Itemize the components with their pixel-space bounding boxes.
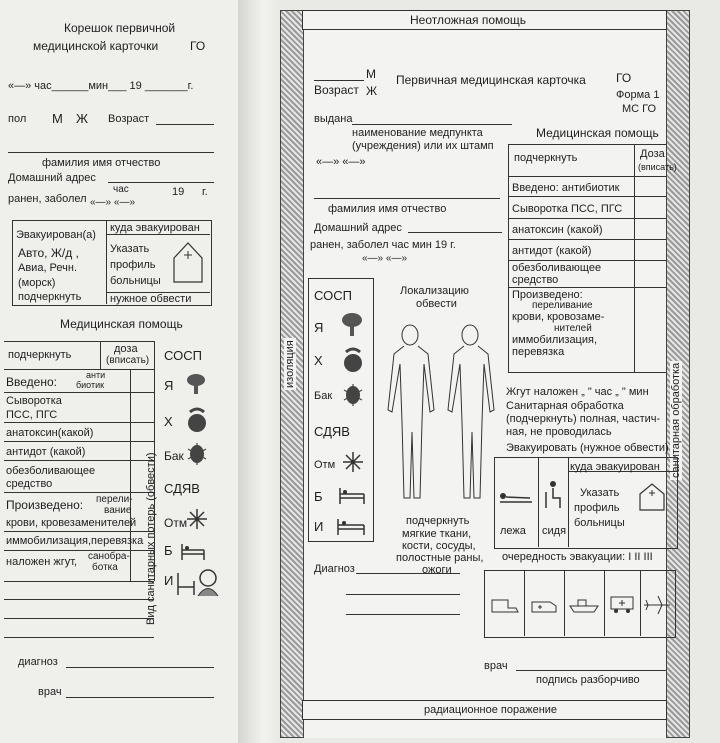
page-gutter [238,0,280,743]
stub-antibiotic1[interactable]: анти [86,370,106,380]
stub-doctor-field[interactable] [66,697,214,698]
card-wounded-dates: «—» «—» [362,253,408,264]
card-anatoxin[interactable]: анатоксин (какой) [512,224,603,236]
card-dose1: Доза [640,148,665,160]
card-dose2: (вписать) [638,162,677,172]
stub-doctor-label: врач [38,686,62,698]
card-soft2[interactable]: кости, сосуды, [402,540,476,552]
stub-immob[interactable]: иммобилизация,перевязка [6,535,144,547]
sanitation-band-label: санитарная обработка [670,362,682,478]
stub-age-label: Возраст [108,113,150,125]
card-soft4[interactable]: ожоги [422,564,452,576]
card-cat-bak[interactable]: Бак [314,390,333,402]
card-localization2: обвести [416,298,457,310]
card-soft1[interactable]: мягкие ткани, [402,528,472,540]
card-lying[interactable]: лежа [500,525,526,537]
card-soc[interactable]: СОСП [314,288,352,303]
mushroom-cloud-icon [184,372,208,396]
card-form2: МС ГО [622,103,657,115]
stub-title-line2: медицинской карточки [33,39,159,53]
card-serum[interactable]: Сыворотка ПСС, ПГС [512,203,623,215]
card-f[interactable]: Ж [366,84,378,98]
stub-cat-sdyav[interactable]: СДЯВ [164,481,200,496]
stub-specify3: больницы [110,275,161,287]
stub-cat-otm[interactable]: Отм [164,516,188,530]
stub-wounded-hour: час [113,184,129,195]
card-title: Первичная медицинская карточка [396,73,586,87]
stub-dose1: доза [114,343,138,355]
card-evacuate: Эвакуировать (нужное обвести) [506,442,669,454]
card-tourniquet[interactable]: Жгут наложен „ " час „ " мин [506,386,649,398]
stub-specify2: профиль [110,259,156,271]
card-diagnosis-field[interactable] [356,573,460,574]
hospital-house-icon [172,240,204,284]
stub-wounded-label: ранен, заболел [8,193,87,205]
card-isolation-bed-icon [336,515,366,537]
card-hospital-house-icon [638,482,666,512]
chemical-agent-icon [186,406,208,434]
card-go: ГО [616,71,632,85]
stub-diag-label: диагноз [18,656,58,668]
stub-go: ГО [190,39,206,53]
stub-underline: подчеркнуть [8,349,72,361]
card-transfusion[interactable]: переливание [532,300,593,311]
stub-cat-ya[interactable]: Я [164,378,174,393]
stub-evac-label: Эвакуирован(а) [16,229,96,241]
card-mushroom-cloud-icon [340,312,364,338]
card-issued: выдана [314,113,353,125]
hospital-bed-icon [180,540,206,562]
card-doctor: врач [484,660,508,672]
isolation-band-label: изоляция [284,340,296,388]
card-sitting[interactable]: сидя [542,525,567,537]
seated-person-icon[interactable] [542,480,564,510]
stub-wounded-dates: «—» «—» [90,197,136,208]
stub-specify1: Указать [110,243,150,255]
body-front-back-diagram[interactable] [382,322,502,508]
stub-serum1[interactable]: Сыворотка [6,395,62,407]
card-antidote[interactable]: антидот (какой) [512,245,592,257]
card-introduced[interactable]: Введено: антибиотик [512,182,620,194]
card-cat-ya[interactable]: Я [314,320,324,335]
card-specify1: Указать [580,487,620,499]
stub-anatoxin[interactable]: анатоксин(какой) [6,427,94,439]
stub-where-evac: куда эвакуирован [110,222,200,234]
primary-card [280,10,690,738]
card-form1: Форма 1 [616,89,660,101]
truck-icon[interactable] [490,596,520,614]
card-institution2: (учреждения) или их штамп [352,140,494,152]
stub-cat-kh[interactable]: Х [164,414,173,429]
card-address-field[interactable] [408,232,502,233]
stub-sanit2[interactable]: ботка [92,562,118,573]
card-substitutes[interactable]: нителей [554,323,592,334]
card-underline2: подчеркнуть [406,515,470,527]
card-doctor-field[interactable] [516,670,666,671]
stub-antidote[interactable]: антидот (какой) [6,446,86,458]
stub-cat-i[interactable]: И [164,573,174,588]
card-issued-field[interactable] [352,124,512,125]
card-hospital-bed-icon [338,484,366,506]
card-institution1: наименование медпункта [352,127,483,139]
stub-sanit1[interactable]: санобра- [88,551,130,562]
stub-sex-m[interactable]: М [52,111,63,126]
stub-evac-transport1[interactable]: Авто, Ж/д , [18,246,79,260]
card-cat-b[interactable]: Б [314,489,323,504]
rail-car-icon[interactable] [608,594,636,614]
card-cat-otm[interactable]: Отм [314,459,336,471]
stub-fio-field[interactable] [8,152,214,153]
card-bandage[interactable]: перевязка [512,346,565,358]
card-analgesic1[interactable]: обезболивающее [512,262,602,274]
card-specify2: профиль [574,502,620,514]
stub-sex-label: пол [8,113,27,125]
card-dates: «—» «—» [316,156,366,168]
stub-analgesic1[interactable]: обезболивающее [6,465,96,477]
card-age-label: Возраст [314,83,359,97]
card-sanitation3[interactable]: ная, не проводилась [506,426,612,438]
card-where-evac: куда эвакуирован [570,461,660,473]
isolation-bed-person-icon [176,567,220,597]
card-sanitation1: Санитарная обработка [506,400,624,412]
stub-time-line: «—» час______мин___ 19 _______г. [8,80,194,92]
card-blood[interactable]: крови, кровозаме- [512,311,605,323]
card-specify3: больницы [574,517,625,529]
card-chemical-agent-icon [342,346,364,374]
radiation-band-label: радиационное поражение [424,704,558,716]
card-m[interactable]: М [366,67,376,81]
card-med-help: Медицинская помощь [536,126,659,140]
ship-icon[interactable] [568,594,600,614]
stub-analgesic2[interactable]: средство [6,478,53,490]
ambulance-icon[interactable] [530,596,560,614]
card-cat-sdyav[interactable]: СДЯВ [314,424,350,439]
card-analgesic2[interactable]: средство [512,274,559,286]
stub-year-g: г. [202,186,208,198]
card-fio-field[interactable] [314,198,500,199]
card-fio: фамилия имя отчество [328,203,447,215]
stub-introduced: Введено: [6,375,57,389]
stub-antibiotic2[interactable]: биотик [76,380,105,390]
stub-transfusion2[interactable]: вание [104,505,132,516]
stub-vertical-label: Вид санитарных потерь (обвести) [145,452,157,625]
card-bacteria-bug-icon [342,382,364,406]
card-immob[interactable]: иммобилизация, [512,334,598,346]
stub-diag-field[interactable] [66,667,214,668]
stretcher-lying-icon[interactable] [498,490,534,508]
stub-cat-b[interactable]: Б [164,543,173,558]
airplane-icon[interactable] [642,594,672,616]
card-cat-kh[interactable]: Х [314,353,323,368]
stub-address-label: Домашний адрес [8,172,96,184]
stub-dose2: (вписать) [106,355,150,366]
card-evac-queue[interactable]: очередность эвакуации: I II III [502,551,653,563]
stub-year-19: 19 [172,186,185,198]
card-diagnosis: Диагноз [314,563,355,575]
card-frostbite-snowflake-icon [342,451,364,473]
stub-evac-underline: подчеркнуть [18,291,82,303]
stub-age-field[interactable] [156,124,214,125]
stub-evac-transport3: (морск) [18,277,56,289]
stub-cat-bak[interactable]: Бак [164,449,184,463]
card-address: Домашний адрес [314,222,402,234]
stub-blood[interactable]: крови, кровезаменителей [6,517,137,529]
card-cat-i[interactable]: И [314,519,324,534]
card-sanitation2[interactable]: (подчеркнуть) полная, частич- [506,413,661,425]
stub-med-help: Медицинская помощь [60,317,183,331]
stub-tourniquet[interactable]: наложен жгут, [6,556,78,568]
stub-soc[interactable]: СОСП [164,348,202,363]
stub-evac-transport2[interactable]: Авиа, Речн. [18,262,78,274]
card-soft3[interactable]: полостные раны, [396,552,484,564]
card-underline: подчеркнуть [514,152,578,164]
stub-transfusion1[interactable]: перели- [96,494,133,505]
emergency-band-label: Неотложная помощь [410,13,527,27]
stub [0,0,238,743]
stub-sex-f[interactable]: Ж [76,111,89,126]
card-signature: подпись разборчиво [536,674,640,686]
card-performed: Произведено: [512,289,583,301]
card-wounded: ранен, заболел час мин 19 г. [310,239,456,251]
frostbite-snowflake-icon [186,508,208,530]
card-localization1: Локализацию [400,285,469,297]
stub-performed: Произведено: [6,498,84,512]
stub-serum2[interactable]: ПСС, ПГС [6,409,58,421]
stub-fio-caption: фамилия имя отчество [42,157,161,169]
stub-address-field[interactable] [108,182,214,183]
stub-title-line1: Корешок первичной [64,21,176,35]
stub-needed-process: нужное обвести [110,293,192,305]
bacteria-bug-icon [186,441,208,465]
